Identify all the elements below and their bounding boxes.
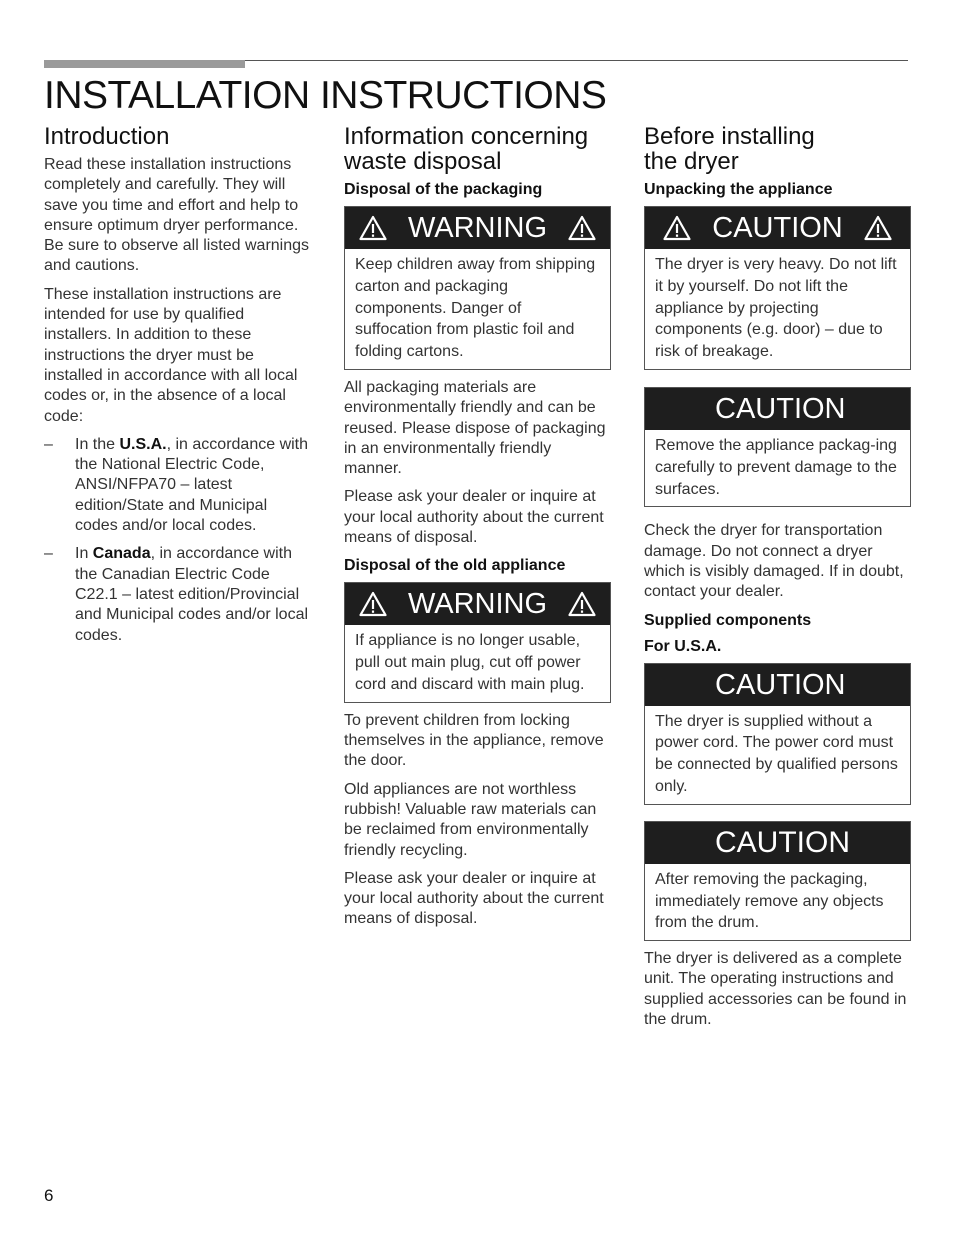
old-appliance-paragraph-1: To prevent children from locking themselves in the appliance, remove the door. <box>344 711 604 770</box>
list-item: – In the U.S.A., in accordance with the National Electric Code, ANSI/NFPA70 – latest edition/State and Municipal codes and/or local codes. <box>44 435 309 535</box>
country-canada: Canada <box>92 545 151 563</box>
warning-box-packaging <box>344 206 611 370</box>
waste-disposal-heading: Information concerning waste disposal <box>344 123 589 175</box>
warning-triangle-icon <box>567 214 597 242</box>
caution-box-drum <box>644 821 911 941</box>
page-title: INSTALLATION INSTRUCTIONS <box>44 74 607 117</box>
introduction-heading: Introduction <box>44 123 170 150</box>
warning-triangle-icon <box>358 590 388 618</box>
caution-label: CAUTION <box>715 392 846 425</box>
country-usa: U.S.A. <box>119 435 167 453</box>
column-introduction <box>44 124 312 646</box>
list-item: – In Canada, in accordance with the Canadian Electric Code C22.1 – latest edition/Provincial and Municipal codes and/or local codes. <box>44 545 309 644</box>
packaging-paragraph-1: All packaging materials are environmentally friendly and can be reused. Please dispose of packaging in an environmentally friendly manner. <box>344 378 606 478</box>
before-installing-heading: Before installing the dryer <box>644 123 815 175</box>
warning-text: Keep children away from shipping carton and packaging components. Danger of suffocation from plastic foil and folding cartons. <box>355 256 596 361</box>
column-waste-disposal <box>344 124 611 930</box>
warning-triangle-icon <box>567 590 597 618</box>
caution-text: The dryer is supplied without a power cord. The power cord must be connected by qualified persons only. <box>655 712 898 795</box>
intro-paragraph-1: Read these installation instructions completely and carefully. They will save you time and effort and help to ensure optimum dryer performance. Be sure to observe all listed warnings and cautions. <box>44 156 310 275</box>
old-appliance-paragraph-3: Please ask your dealer or inquire at your local authority about the current means of disposal. <box>344 869 604 928</box>
caution-box-packaging <box>644 387 911 507</box>
caution-box-heavy <box>644 206 911 370</box>
transport-damage-paragraph: Check the dryer for transportation damage. Do not connect a dryer which is visibly damaged. If in doubt, contact your dealer. <box>644 522 904 601</box>
caution-label: CAUTION <box>715 825 850 859</box>
old-appliance-paragraph-2: Old appliances are not worthless rubbish! Valuable raw materials can be reclaimed from environmentally friendly recycling. <box>344 780 597 859</box>
warning-text: If appliance is no longer usable, pull out main plug, cut off power cord and discard with main plug. <box>355 632 585 693</box>
packaging-paragraph-2: Please ask your dealer or inquire at your local authority about the current means of disposal. <box>344 488 604 547</box>
warning-header <box>345 207 610 249</box>
usa-subheading: For U.S.A. <box>644 637 722 655</box>
caution-header <box>645 207 910 249</box>
warning-box-old-appliance <box>344 582 611 702</box>
caution-header <box>645 388 910 430</box>
dash-marker: – <box>44 435 53 453</box>
warning-triangle-icon <box>358 214 388 242</box>
top-accent-bar <box>44 60 245 68</box>
warning-triangle-icon <box>863 214 893 242</box>
caution-text: The dryer is very heavy. Do not lift it by yourself. Do not lift the appliance by projecting components (e.g. door) – due to risk of breakage. <box>655 256 897 361</box>
caution-header <box>645 822 910 864</box>
caution-label: CAUTION <box>715 668 846 701</box>
unpacking-subheading: Unpacking the appliance <box>644 181 833 198</box>
warning-label: WARNING <box>407 212 548 244</box>
old-appliance-subheading: Disposal of the old appliance <box>344 557 566 575</box>
packaging-subheading: Disposal of the packaging <box>344 181 543 198</box>
caution-label: CAUTION <box>712 212 843 244</box>
caution-header <box>645 664 910 706</box>
page-number: 6 <box>44 1186 54 1205</box>
dash-marker: – <box>44 545 53 563</box>
caution-text: Remove the appliance packag-ing carefully to prevent damage to the surfaces. <box>655 436 897 498</box>
code-list <box>44 435 312 646</box>
caution-text: After removing the packaging, immediately remove any objects from the drum. <box>655 870 884 932</box>
warning-header <box>345 583 610 625</box>
warning-label: WARNING <box>407 588 548 621</box>
warning-triangle-icon <box>662 214 692 242</box>
delivery-paragraph: The dryer is delivered as a complete unit. The operating instructions and supplied accessories can be found in the drum. <box>644 950 907 1029</box>
intro-paragraph-2: These installation instructions are intended for use by qualified installers. In addition to these instructions the dryer must be installed in accordance with all local codes or, in the absence of a local code: <box>44 285 298 425</box>
caution-box-power-cord <box>644 663 911 805</box>
column-before-installing <box>644 124 911 1030</box>
supplied-components-subheading: Supplied components <box>644 611 812 629</box>
